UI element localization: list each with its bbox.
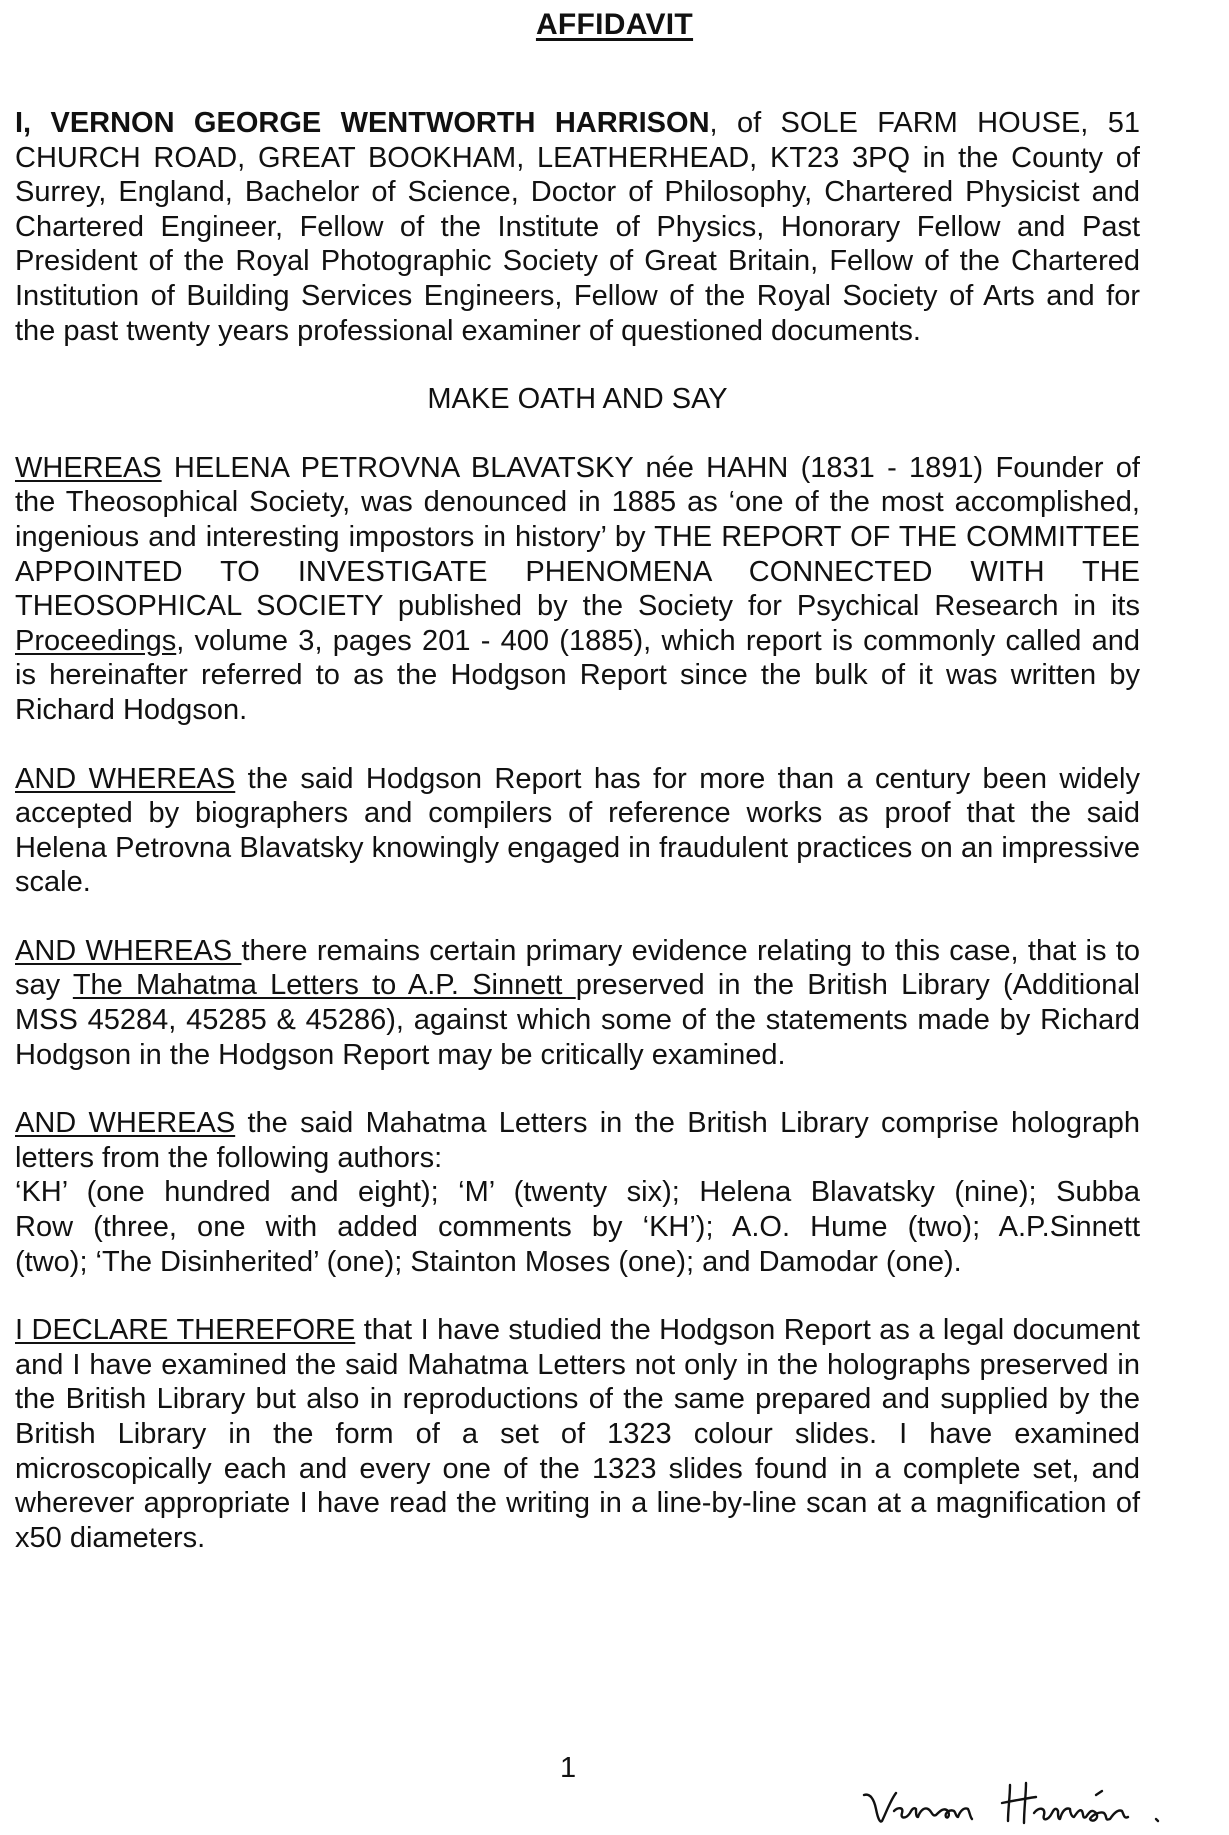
document-title: AFFIDAVIT — [535, 8, 694, 41]
intro-text: , of SOLE FARM HOUSE, 51 CHURCH ROAD, GREAT BOOKHAM, LEATHERHEAD, KT23 3PQ in the County of Surrey, England, Bachelor of Science, Doctor of Philosophy, Chartered Physicist and Chartered Engineer, Fellow of the Institute of Physics, Honorary Fellow and Past President of the Royal Photographic Society of Great Britain, Fellow of the Chartered Institution of Building Services Engineers, Fellow of the Royal Society of Arts and for the past twenty years professional examiner of questioned documents. — [15, 107, 1140, 347]
authors-line: Row (three, one with added comments by ‘KH’); A.O. Hume (two); A.P.Sinnett — [15, 1211, 1140, 1244]
paragraph-text: there remains certain primary evidence relating to this case, that is to say — [15, 934, 1140, 1002]
document-body — [15, 106, 1140, 1555]
whereas-paragraph-4 — [15, 1106, 1140, 1279]
mahatma-letters-title: The Mahatma Letters to A.P. Sinnett — [72, 969, 576, 1002]
paragraph-lead: AND WHEREAS — [15, 934, 242, 967]
paragraph-lead: AND WHEREAS — [15, 762, 236, 795]
intro-paragraph — [15, 106, 1140, 348]
deponent-name: I, VERNON GEORGE WENTWORTH HARRISON — [15, 107, 710, 139]
whereas-paragraph-1 — [15, 451, 1140, 728]
paragraph-lead: WHEREAS — [15, 451, 162, 484]
paragraph-lead: AND WHEREAS — [15, 1107, 236, 1140]
oath-heading: MAKE OATH AND SAY — [427, 383, 728, 416]
authors-line: ‘KH’ (one hundred and eight); ‘M’ (twenty six); Helena Blavatsky (nine); Subba — [15, 1176, 1140, 1209]
paragraph-lead: I DECLARE THEREFORE — [15, 1314, 356, 1347]
whereas-paragraph-2 — [15, 762, 1140, 900]
handwritten-signature — [860, 1765, 1229, 1835]
paragraph-text: the said Mahatma Letters in the British Library comprise holograph letters from the following authors: — [15, 1107, 1140, 1174]
paragraph-text: the said Hodgson Report has for more than a century been widely accepted by biographers and compilers of reference works as proof that the said Helena Petrovna Blavatsky knowingly engaged in fraudulent practices on an impressive scale. — [15, 762, 1140, 899]
whereas-paragraph-3 — [15, 934, 1140, 1072]
authors-line: (two); ‘The Disinherited’ (one); Stainton Moses (one); and Damodar (one). — [15, 1245, 962, 1278]
paragraph-text: that I have studied the Hodgson Report as a legal document and I have examined the said Mahatma Letters not only in the holographs preserved in the British Library but also in reproductions of the same prepared and supplied by the British Library in the form of a set of 1323 colour slides. I have examined microscopically each and every one of the 1323 slides found in a complete set, and wherever appropriate I have read the writing in a line-by-line scan at a magnification of x50 diameters. — [15, 1314, 1140, 1554]
paragraph-text: HELENA PETROVNA BLAVATSKY née HAHN (1831 - 1891) Founder of the Theosophical Society, was denounced in 1885 as ‘one of the most accomplished, ingenious and interesting impostors in history’ by THE REPORT OF THE COMMITTEE APPOINTED TO INVESTIGATE PHENOMENA CONNECTED WITH THE THEOSOPHICAL SOCIETY published by the Society for Psychical Research in its — [15, 451, 1140, 623]
paragraph-text: , volume 3, pages 201 - 400 (1885), which report is commonly called and is hereinafter referred to as the Hodgson Report since the bulk of it was written by Richard Hodgson. — [15, 624, 1140, 726]
paragraph-text: preserved in the British Library (Additional MSS 45284, 45285 & 45286), against which some of the statements made by Richard Hodgson in the Hodgson Report may be critically examined. — [15, 969, 1140, 1071]
proceedings-title: Proceedings — [15, 624, 177, 657]
declaration-paragraph — [15, 1313, 1140, 1555]
page-number: 1 — [560, 1752, 577, 1784]
